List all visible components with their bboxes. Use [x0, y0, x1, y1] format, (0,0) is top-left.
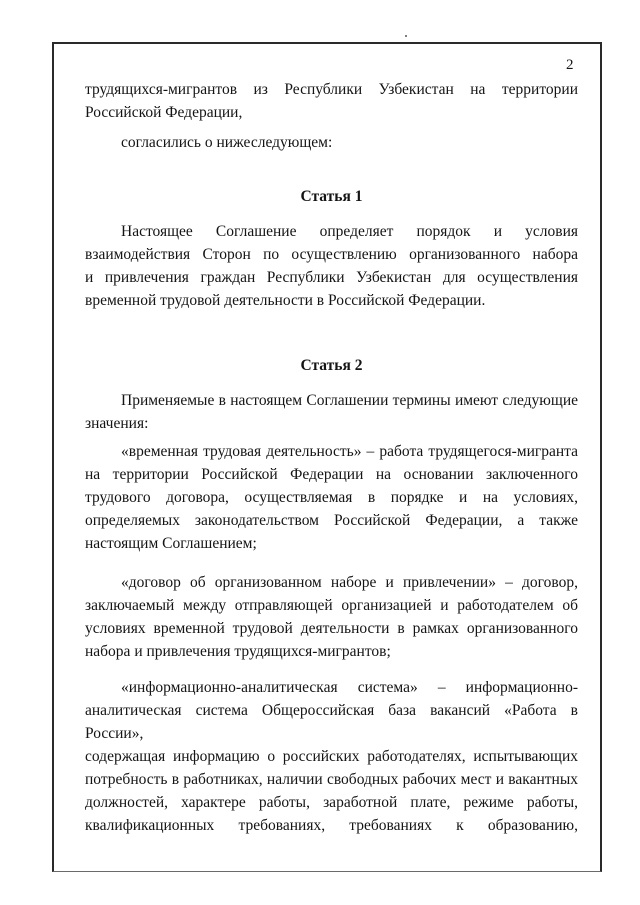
- page-number: 2: [566, 57, 574, 73]
- text-line: «договор об организованном наборе и привлечении» – договор,: [121, 574, 578, 591]
- intro-paragraph: [85, 78, 578, 124]
- term-recruitment-contract: [85, 571, 578, 663]
- text-line: аналитическая система Общероссийская база вакансий «Работа в России»,: [85, 702, 578, 742]
- scan-speck: [405, 35, 407, 37]
- text-line: трудящихся-мигрантов из Республики Узбекистан на территории: [85, 81, 578, 98]
- text-line: взаимодействия Сторон по осуществлению организованного набора: [85, 246, 578, 263]
- text-line: условиях временной трудовой деятельности в рамках организованного: [85, 620, 578, 637]
- text-line: Российской Федерации,: [85, 104, 243, 121]
- text-line: «информационно-аналитическая система» – информационно-: [121, 679, 578, 696]
- text-line: настоящим Соглашением;: [85, 535, 257, 552]
- text-line: определяемых законодательством Российской Федерации, а также: [85, 512, 578, 529]
- text-line: и привлечения граждан Республики Узбекистан для осуществления: [85, 269, 578, 286]
- term-temporary-labor: [85, 440, 578, 555]
- article-1-body: [85, 220, 578, 312]
- article-2-intro: [85, 389, 578, 435]
- text-line: набора и привлечения трудящихся-мигрантов;: [85, 643, 391, 660]
- article-1-heading: Статья 1: [300, 188, 363, 205]
- text-line: квалификационных требованиях, требованиях к образованию,: [85, 817, 578, 834]
- text-line: согласились о нижеследующем:: [121, 134, 333, 151]
- term-information-system: [85, 676, 578, 837]
- article-2-heading: Статья 2: [300, 357, 363, 374]
- agreed-paragraph: [85, 131, 578, 154]
- text-line: Применяемые в настоящем Соглашении термины имеют следующие: [121, 392, 578, 409]
- text-line: потребность в работниках, наличии свободных рабочих мест и вакантных: [85, 771, 578, 788]
- text-line: Настоящее Соглашение определяет порядок и условия: [121, 223, 578, 240]
- text-line: временной трудовой деятельности в Российской Федерации.: [85, 292, 486, 309]
- text-line: содержащая информацию о российских работодателях, испытывающих: [85, 748, 578, 765]
- text-line: трудового договора, осуществляемая в порядке и на условиях,: [85, 489, 578, 506]
- text-line: «временная трудовая деятельность» – работа трудящегося-мигранта: [121, 443, 578, 460]
- text-line: заключаемый между отправляющей организацией и работодателем об: [85, 597, 578, 614]
- text-line: значения:: [85, 415, 149, 432]
- text-line: на территории Российской Федерации на основании заключенного: [85, 466, 578, 483]
- text-line: должностей, характере работы, заработной плате, режиме работы,: [85, 794, 578, 811]
